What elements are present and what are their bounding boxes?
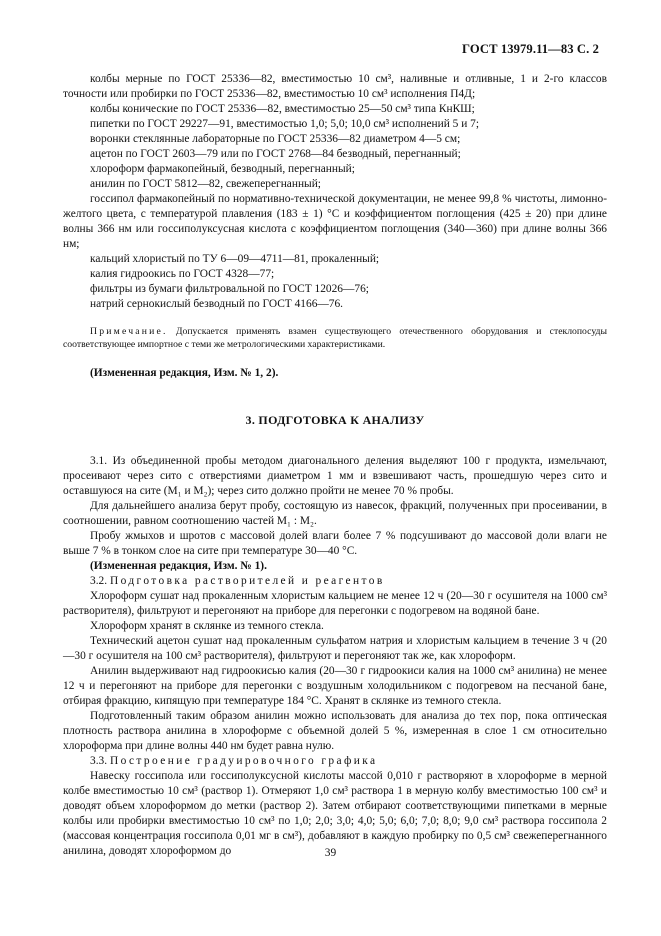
- subsection-3-3-heading: [63, 754, 607, 769]
- paragraph-3-1-b: Для дальнейшего анализа берут пробу, состоящую из навесок, фракций, полученных при просеивании, в соотношении, равном соотношению частей M₁ : M₂.: [63, 500, 607, 528]
- list-item: колбы конические по ГОСТ 25336—82, вместимостью 25—50 см³ типа КнКШ;: [90, 103, 475, 115]
- list-item: анилин по ГОСТ 5812—82, свежеперегнанный;: [90, 178, 321, 190]
- paragraph-3-2-e: Подготовленный таким образом анилин можно использовать для анализа до тех пор, пока оптическая плотность раствора анилина в хлороформе с объемной долей 5 %, измеренная в слое 1 см относительно хлороформа при длине волны 440 нм будет равна нулю.: [63, 710, 607, 753]
- paragraph-3-2-b: Хлороформ хранят в склянке из темного стекла.: [90, 620, 324, 633]
- paragraph-3-2-c: Технический ацетон сушат над прокаленным сульфатом натрия и хлористым кальцием в течение 3 ч (20—30 г осушителя на 100 см³ растворителя), фильтруют и перегоняют так же, как хлороформ.: [63, 635, 607, 663]
- list-item: кальций хлористый по ТУ 6—09—4711—81, прокаленный;: [90, 253, 380, 265]
- list-item: калия гидроокись по ГОСТ 4328—77;: [90, 268, 275, 280]
- page-header: ГОСТ 13979.11—83 С. 2: [462, 42, 599, 56]
- list-item: колбы мерные по ГОСТ 25336—82, вместимостью 10 см³, наливные и отливные, 1 и 2-го классов точности или пробирки по ГОСТ 25336—82, вместимостью 10 см³ исполнения П4Д;: [63, 73, 607, 100]
- amendment-note: (Измененная редакция, Изм. № 1, 2).: [90, 367, 279, 380]
- paragraph-3-2-a: Хлороформ сушат над прокаленным хлористым кальцием не менее 12 ч (20—30 г осушителя на 1000 см³ растворителя), фильтруют и перегоняют на приборе для перегонки с подогревом на водяной бане.: [63, 590, 607, 618]
- note-text: Допускается применять взамен существующего отечественного оборудования и стеклопосуды соответствующее импортное с теми же метрологическими характеристиками.: [63, 326, 607, 350]
- paragraph-3-1-c: Пробу жмыхов и шротов с массовой долей влаги более 7 % подсушивают до массовой доли влаги не выше 7 % в тонком слое на сите при температуре 30—40 °С.: [63, 530, 607, 558]
- list-item: хлороформ фармакопейный, безводный, перегнанный;: [90, 163, 355, 175]
- subsection-3-2-heading: [63, 574, 607, 589]
- subsection-number: 3.2.: [90, 575, 108, 588]
- list-item: ацетон по ГОСТ 2603—79 или по ГОСТ 2768—84 безводный, перегнанный;: [90, 148, 461, 160]
- list-item: фильтры из бумаги фильтровальной по ГОСТ 12026—76;: [90, 283, 369, 295]
- page-number: 39: [324, 847, 337, 859]
- note-label: Примечание.: [90, 326, 168, 337]
- list-item: пипетки по ГОСТ 29227—91, вместимостью 1,0; 5,0; 10,0 см³ исполнений 5 и 7;: [90, 118, 480, 130]
- paragraph-3-1: 3.1. Из объединенной пробы методом диагонального деления выделяют 100 г продукта, измельчают, просеивают через сито с отверстиями диаметром 1 мм и взвешивают часть, прошедшую через сито и оставшуюся на сите (M₁ и M₂); через сито должно пройти не менее 70 % пробы.: [63, 455, 607, 498]
- subsection-title: Подготовка растворителей и реагентов: [109, 575, 385, 588]
- page-content: [63, 72, 607, 859]
- note-paragraph: [63, 326, 607, 351]
- subsection-number: 3.3.: [90, 755, 108, 768]
- section-title: 3. ПОДГОТОВКА К АНАЛИЗУ: [245, 413, 425, 428]
- list-item: воронки стеклянные лабораторные по ГОСТ 25336—82 диаметром 4—5 см;: [90, 133, 461, 145]
- list-item: госсипол фармакопейный по нормативно-технической документации, не менее 99,8 % чистоты, лимонно-желтого цвета, с температурой плавления (183 ± 1) °С и коэффициентом поглощения (425 ± 20) при длине волны 366 нм или госсиполуксусная кислота с коэффициентом поглощения (340—360) при длине волны 366 нм;: [63, 193, 607, 250]
- list-item: натрий сернокислый безводный по ГОСТ 4166—76.: [90, 298, 344, 310]
- subsection-title: Построение градуировочного графика: [109, 755, 378, 768]
- amendment-note-2: (Измененная редакция, Изм. № 1).: [90, 560, 267, 573]
- paragraph-3-3-a: Навеску госсипола или госсиполуксусной кислоты массой 0,010 г растворяют в хлороформе в мерной колбе вместимостью 10 см³ (раствор 1). Отмеряют 1,0 см³ раствора 1 в мерную колбу вместимостью 100 см³ и доводят объем хлороформом до метки (раствор 2). Затем отбирают соответствующими пипетками в мерные колбы или пробирки вместимостью 10 см³ по 1,0; 2,0; 3,0; 4,0; 5,0; 6,0; 7,0; 8,0; 9,0 см³ раствора госсипола 2 (массовая концентрация госсипола 0,01 мг в см³), добавляют в каждую пробирку по 0,5 см³ свежеперегнанного анилина, доводят хлороформом до: [63, 770, 607, 858]
- paragraph-3-2-d: Анилин выдерживают над гидроокисью калия (20—30 г гидроокиси калия на 1000 см³ анилина) не менее 12 ч и перегоняют на приборе для перегонки с воздушным холодильником с подогревом на песчаной бане, отбирая фракцию, кипящую при температуре 184 °С. Хранят в склянке из темного стекла.: [63, 665, 607, 708]
